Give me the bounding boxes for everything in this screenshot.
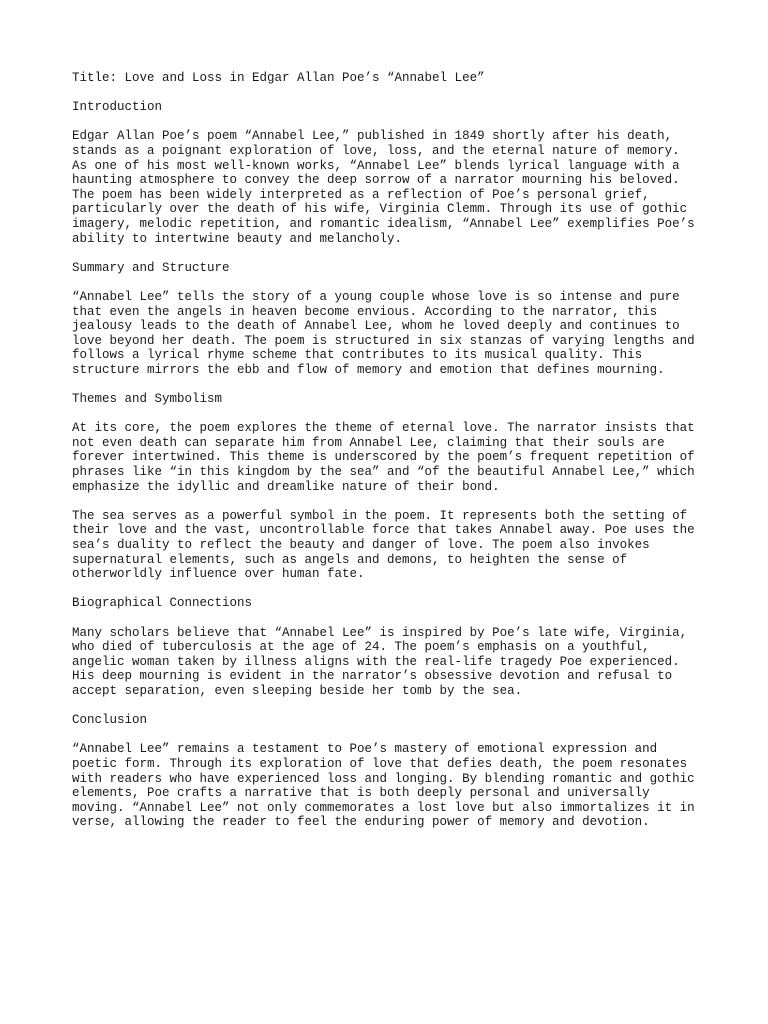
paragraph: [72, 290, 704, 378]
text-line: who died of tuberculosis at the age of 24. The poem’s emphasis on a youthful,: [72, 640, 650, 655]
text-line: sea’s duality to reflect the beauty and danger of love. The poem also invokes: [72, 538, 650, 552]
text-line: The poem has been widely interpreted as a reflection of Poe’s personal grief,: [72, 187, 650, 202]
section-heading: Biographical Connections: [72, 596, 253, 611]
section-heading: Themes and Symbolism: [72, 392, 223, 407]
text-line: follows a lyrical rhyme scheme that contributes to its musical quality. This: [72, 348, 643, 363]
text-line: Many scholars believe that “Annabel Lee” is inspired by Poe’s late wife, Virginia,: [72, 625, 688, 640]
section-heading: Conclusion: [72, 713, 148, 728]
text-line: ability to intertwine beauty and melancholy.: [72, 231, 403, 246]
text-line: “Annabel Lee” tells the story of a young couple whose love is so intense and pure: [72, 289, 680, 304]
text-line: At its core, the poem explores the theme of eternal love. The narrator insists that: [72, 421, 695, 436]
text-line: haunting atmosphere to convey the deep sorrow of a narrator mourning his beloved.: [72, 173, 680, 188]
text-line: imagery, melodic repetition, and romantic idealism, “Annabel Lee” exemplifies Poe’s: [72, 216, 695, 231]
text-line: “Annabel Lee” remains a testament to Poe’s mastery of emotional expression and: [72, 742, 658, 757]
section-heading: Introduction: [72, 100, 163, 115]
text-line: structure mirrors the ebb and flow of memory and emotion that defines mourning.: [72, 362, 665, 377]
document-body: [72, 71, 704, 844]
text-line: stands as a poignant exploration of love, loss, and the eternal nature of memory.: [72, 143, 680, 158]
text-line: supernatural elements, such as angels and demons, to heighten the sense of: [72, 552, 628, 567]
text-line: emphasize the idyllic and dreamlike nature of their bond.: [72, 479, 500, 494]
text-line: jealousy leads to the death of Annabel Lee, whom he loved deeply and continues to: [72, 319, 680, 334]
text-line: particularly over the death of his wife, Virginia Clemm. Through its use of gothic: [72, 202, 688, 217]
document-title: Title: Love and Loss in Edgar Allan Poe’s “Annabel Lee”: [72, 71, 485, 85]
text-line: with readers who have experienced loss and longing. By blending romantic and gothic: [72, 771, 695, 786]
text-line: moving. “Annabel Lee” not only commemorates a lost love but also immortalizes it in: [72, 800, 695, 815]
paragraph: [72, 742, 704, 830]
paragraph: [72, 509, 704, 582]
paragraph: [72, 129, 704, 246]
text-line: otherworldly influence over human fate.: [72, 567, 365, 582]
text-line: verse, allowing the reader to feel the enduring power of memory and devotion.: [72, 815, 650, 830]
text-line: As one of his most well-known works, “Annabel Lee” blends lyrical language with a: [72, 158, 680, 173]
text-line: Edgar Allan Poe’s poem “Annabel Lee,” published in 1849 shortly after his death,: [72, 129, 673, 144]
paragraph: [72, 626, 704, 699]
text-line: The sea serves as a powerful symbol in the poem. It represents both the setting of: [72, 508, 688, 523]
text-line: poetic form. Through its exploration of love that defies death, the poem resonates: [72, 756, 688, 771]
text-line: elements, Poe crafts a narrative that is both deeply personal and universally: [72, 786, 650, 801]
paragraph: [72, 421, 704, 494]
text-line: their love and the vast, uncontrollable force that takes Annabel away. Poe uses the: [72, 523, 695, 538]
section-heading: Summary and Structure: [72, 260, 230, 275]
text-line: angelic woman taken by illness aligns with the real-life tragedy Poe experienced.: [72, 654, 680, 669]
text-line: that even the angels in heaven become envious. According to the narrator, this: [72, 304, 658, 319]
text-line: phrases like “in this kingdom by the sea” and “of the beautiful Annabel Lee,” which: [72, 465, 695, 480]
text-line: love beyond her death. The poem is structured in six stanzas of varying lengths and: [72, 333, 695, 348]
text-line: forever intertwined. This theme is underscored by the poem’s frequent repetition of: [72, 450, 695, 465]
text-line: not even death can separate him from Annabel Lee, claiming that their souls are: [72, 435, 665, 450]
text-line: His deep mourning is evident in the narrator’s obsessive devotion and refusal to: [72, 669, 673, 684]
text-line: accept separation, even sleeping beside her tomb by the sea.: [72, 683, 523, 698]
